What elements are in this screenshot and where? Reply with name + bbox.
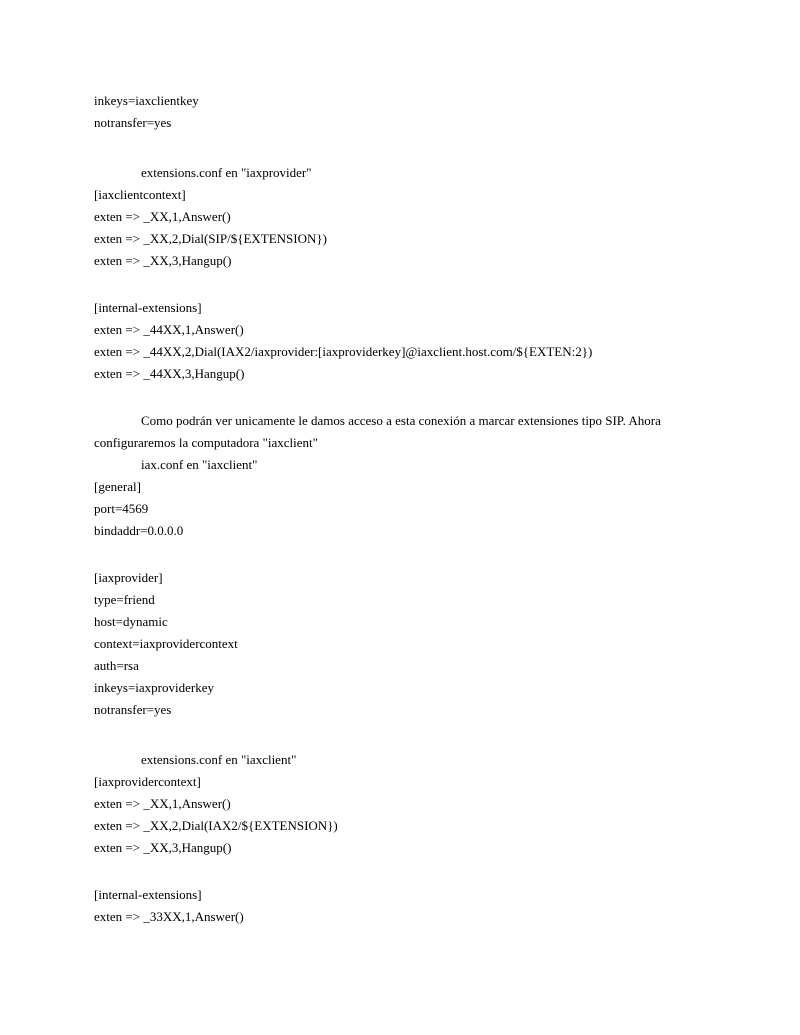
section-heading: extensions.conf en "iaxclient": [141, 752, 297, 767]
config-line: inkeys=iaxclientkey: [94, 93, 199, 108]
config-line: auth=rsa: [94, 658, 139, 673]
config-line: type=friend: [94, 592, 155, 607]
section-heading: iax.conf en "iaxclient": [141, 457, 258, 472]
paragraph-line: Como podrán ver unicamente le damos acceso a esta conexión a marcar extensiones tipo SIP. Ahora: [141, 413, 661, 428]
document-page: [94, 93, 714, 931]
config-line: [general]: [94, 479, 141, 494]
config-line: notransfer=yes: [94, 702, 172, 717]
config-line: exten => _XX,3,Hangup(): [94, 840, 232, 855]
config-line: bindaddr=0.0.0.0: [94, 523, 184, 538]
config-line: exten => _XX,3,Hangup(): [94, 253, 232, 268]
config-line: exten => _XX,1,Answer(): [94, 209, 231, 224]
config-line: exten => _XX,2,Dial(IAX2/${EXTENSION}): [94, 818, 338, 833]
config-line: context=iaxprovidercontext: [94, 636, 238, 651]
config-block-iaxclient-tail: [94, 93, 714, 137]
config-line: exten => _XX,2,Dial(SIP/${EXTENSION}): [94, 231, 327, 246]
config-line: [internal-extensions]: [94, 887, 202, 902]
config-block-extensions-iaxprovider: [94, 165, 714, 275]
section-heading: extensions.conf en "iaxprovider": [141, 165, 312, 180]
config-line: notransfer=yes: [94, 115, 172, 130]
config-block-internal-extensions-33: [94, 887, 714, 931]
config-line: exten => _44XX,1,Answer(): [94, 322, 244, 337]
config-line: exten => _XX,1,Answer(): [94, 796, 231, 811]
spacer: [94, 545, 714, 570]
config-line: port=4569: [94, 501, 149, 516]
config-line: [iaxprovider]: [94, 570, 163, 585]
config-line: inkeys=iaxproviderkey: [94, 680, 214, 695]
config-line: host=dynamic: [94, 614, 168, 629]
spacer: [94, 388, 714, 413]
config-line: exten => _44XX,3,Hangup(): [94, 366, 245, 381]
explanation-paragraph: [94, 413, 714, 457]
config-line: [internal-extensions]: [94, 300, 202, 315]
config-block-iaxprovider-peer: [94, 570, 714, 724]
config-block-extensions-iaxclient: [94, 752, 714, 862]
config-block-internal-extensions-44: [94, 300, 714, 388]
spacer: [94, 862, 714, 887]
config-line: [iaxclientcontext]: [94, 187, 186, 202]
config-line: [iaxprovidercontext]: [94, 774, 201, 789]
paragraph-line: configuraremos la computadora "iaxclient": [94, 435, 318, 450]
spacer: [94, 137, 714, 165]
config-line: exten => _33XX,1,Answer(): [94, 909, 244, 924]
config-line: exten => _44XX,2,Dial(IAX2/iaxprovider:[iaxproviderkey]@iaxclient.host.com/${EXTEN:2}): [94, 344, 593, 359]
spacer: [94, 724, 714, 752]
spacer: [94, 275, 714, 300]
config-block-iax-iaxclient: [94, 457, 714, 545]
